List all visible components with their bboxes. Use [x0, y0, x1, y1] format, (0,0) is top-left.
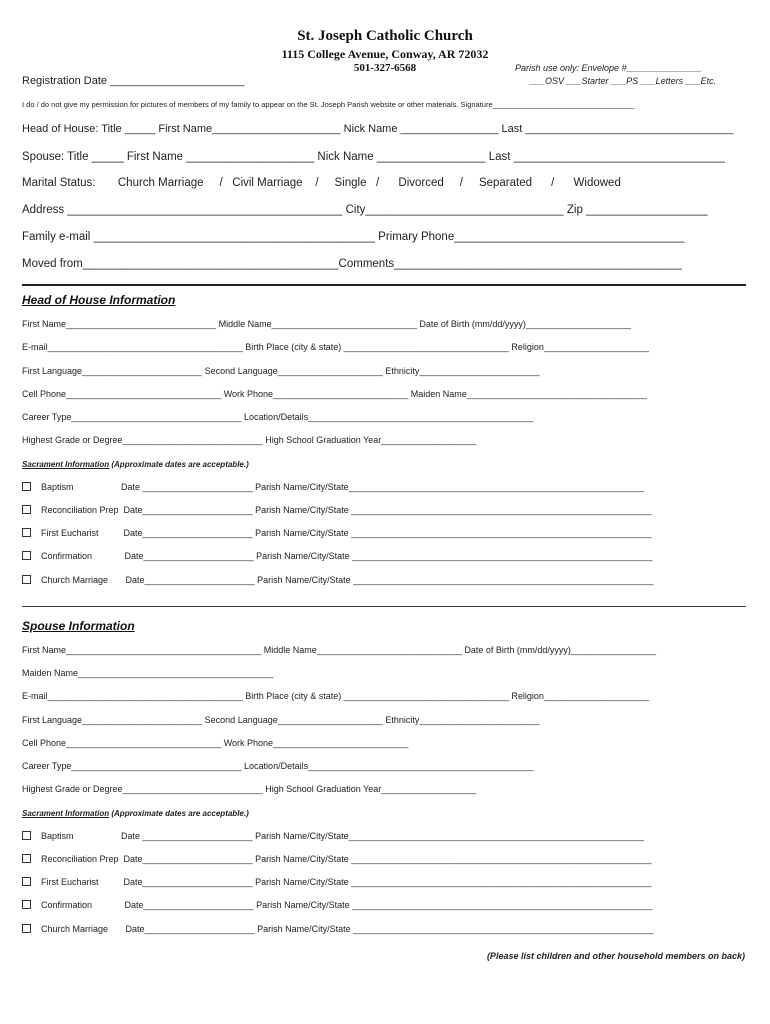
hoh-name-dob-row[interactable]: First Name______________________________ Middle Name_____________________________ Date of Birth (mm/dd/yyyy)_____________________	[22, 319, 631, 329]
checkbox-icon[interactable]	[22, 482, 31, 491]
moved-comments-row[interactable]: Moved from________________________________________Comments_____________________________________________	[22, 258, 682, 270]
checkbox-icon[interactable]	[22, 505, 31, 514]
section-divider	[22, 284, 746, 286]
hoh-sacrament-confirmation[interactable]: Confirmation Date______________________ Parish Name/City/State ____________________________________________________________	[22, 551, 653, 561]
checkbox-icon[interactable]	[22, 831, 31, 840]
hoh-sacrament-marriage[interactable]: Church Marriage Date______________________ Parish Name/City/State ____________________________________________________________	[22, 575, 654, 585]
spouse-education-row[interactable]: Highest Grade or Degree____________________________ High School Graduation Year___________________	[22, 784, 477, 794]
address-row[interactable]: Address ___________________________________________ City_______________________________ Zip ___________________	[22, 204, 708, 216]
checkbox-icon[interactable]	[22, 854, 31, 863]
spouse-sacrament-reconciliation[interactable]: Reconciliation Prep Date______________________ Parish Name/City/State ____________________________________________________________	[22, 854, 652, 864]
checkbox-icon[interactable]	[22, 924, 31, 933]
email-phone-row[interactable]: Family e-mail ____________________________________________ Primary Phone____________________________________	[22, 231, 685, 243]
spouse-name-row[interactable]: Spouse: Title _____ First Name ____________________ Nick Name _________________ Last _________________________________	[22, 151, 725, 163]
checkbox-icon[interactable]	[22, 528, 31, 537]
spouse-sacrament-heading: Sacrament Information (Approximate dates are acceptable.)	[22, 809, 249, 818]
hoh-sacrament-reconciliation[interactable]: Reconciliation Prep Date______________________ Parish Name/City/State ____________________________________________________________	[22, 505, 652, 515]
checkbox-icon[interactable]	[22, 551, 31, 560]
parish-use-codes: ___OSV ___Starter ___PS ___Letters ___Etc.	[530, 76, 717, 86]
church-name: St. Joseph Catholic Church	[297, 28, 473, 44]
checkbox-icon[interactable]	[22, 575, 31, 584]
hoh-sacrament-baptism[interactable]: Baptism Date ______________________ Parish Name/City/State___________________________________________________________	[22, 482, 644, 492]
checkbox-icon[interactable]	[22, 900, 31, 909]
head-of-house-name-row[interactable]: Head of House: Title _____ First Name_____________________ Nick Name ________________ Last __________________________________	[22, 123, 734, 135]
hoh-sacrament-heading: Sacrament Information (Approximate dates are acceptable.)	[22, 460, 249, 469]
spouse-sacrament-marriage[interactable]: Church Marriage Date______________________ Parish Name/City/State ____________________________________________________________	[22, 924, 654, 934]
checkbox-icon[interactable]	[22, 877, 31, 886]
hoh-career-row[interactable]: Career Type__________________________________ Location/Details_____________________________________________	[22, 412, 534, 422]
parish-use-envelope: Parish use only: Envelope #_______________	[515, 63, 702, 73]
marital-status-options[interactable]: Marital Status: Church Marriage / Civil Marriage / Single / Divorced / Separated / Widowed	[22, 177, 621, 189]
spouse-section-title: Spouse Information	[22, 619, 135, 633]
spouse-language-row[interactable]: First Language________________________ Second Language_____________________ Ethnicity________________________	[22, 715, 540, 725]
head-of-house-section-title: Head of House Information	[22, 293, 176, 307]
spouse-email-birthplace-row[interactable]: E-mail_______________________________________ Birth Place (city & state) _________________________________ Religion_____________________	[22, 691, 650, 701]
spouse-sacrament-eucharist[interactable]: First Eucharist Date______________________ Parish Name/City/State ____________________________________________________________	[22, 877, 652, 887]
hoh-phone-row[interactable]: Cell Phone_______________________________ Work Phone___________________________ Maiden Name____________________________________	[22, 389, 647, 399]
hoh-sacrament-eucharist[interactable]: First Eucharist Date______________________ Parish Name/City/State ____________________________________________________________	[22, 528, 652, 538]
spouse-sacrament-baptism[interactable]: Baptism Date ______________________ Parish Name/City/State___________________________________________________________	[22, 831, 644, 841]
registration-date-field[interactable]: Registration Date ______________________	[22, 75, 245, 87]
spouse-name-dob-row[interactable]: First Name_______________________________________ Middle Name_____________________________ Date of Birth (mm/dd/yyyy)_________________	[22, 645, 657, 655]
hoh-education-row[interactable]: Highest Grade or Degree____________________________ High School Graduation Year___________________	[22, 435, 477, 445]
spouse-sacrament-confirmation[interactable]: Confirmation Date______________________ Parish Name/City/State ____________________________________________________________	[22, 900, 653, 910]
church-phone: 501-327-6568	[353, 62, 417, 74]
back-page-note: (Please list children and other household members on back)	[486, 951, 745, 961]
spouse-career-row[interactable]: Career Type__________________________________ Location/Details_____________________________________________	[22, 761, 534, 771]
church-address: 1115 College Avenue, Conway, AR 72032	[281, 47, 489, 61]
hoh-email-birthplace-row[interactable]: E-mail_______________________________________ Birth Place (city & state) _________________________________ Religion_____________________	[22, 342, 650, 352]
hoh-language-row[interactable]: First Language________________________ Second Language_____________________ Ethnicity________________________	[22, 366, 540, 376]
photo-permission-line[interactable]: I do / do not give my permission for pictures of members of my family to appear on the St. Joseph Parish website or other materials. Signature__________________________________	[22, 100, 635, 109]
section-divider	[22, 606, 746, 607]
spouse-maiden-name-row[interactable]: Maiden Name_______________________________________	[22, 668, 274, 678]
spouse-phone-row[interactable]: Cell Phone_______________________________ Work Phone___________________________	[22, 738, 409, 748]
